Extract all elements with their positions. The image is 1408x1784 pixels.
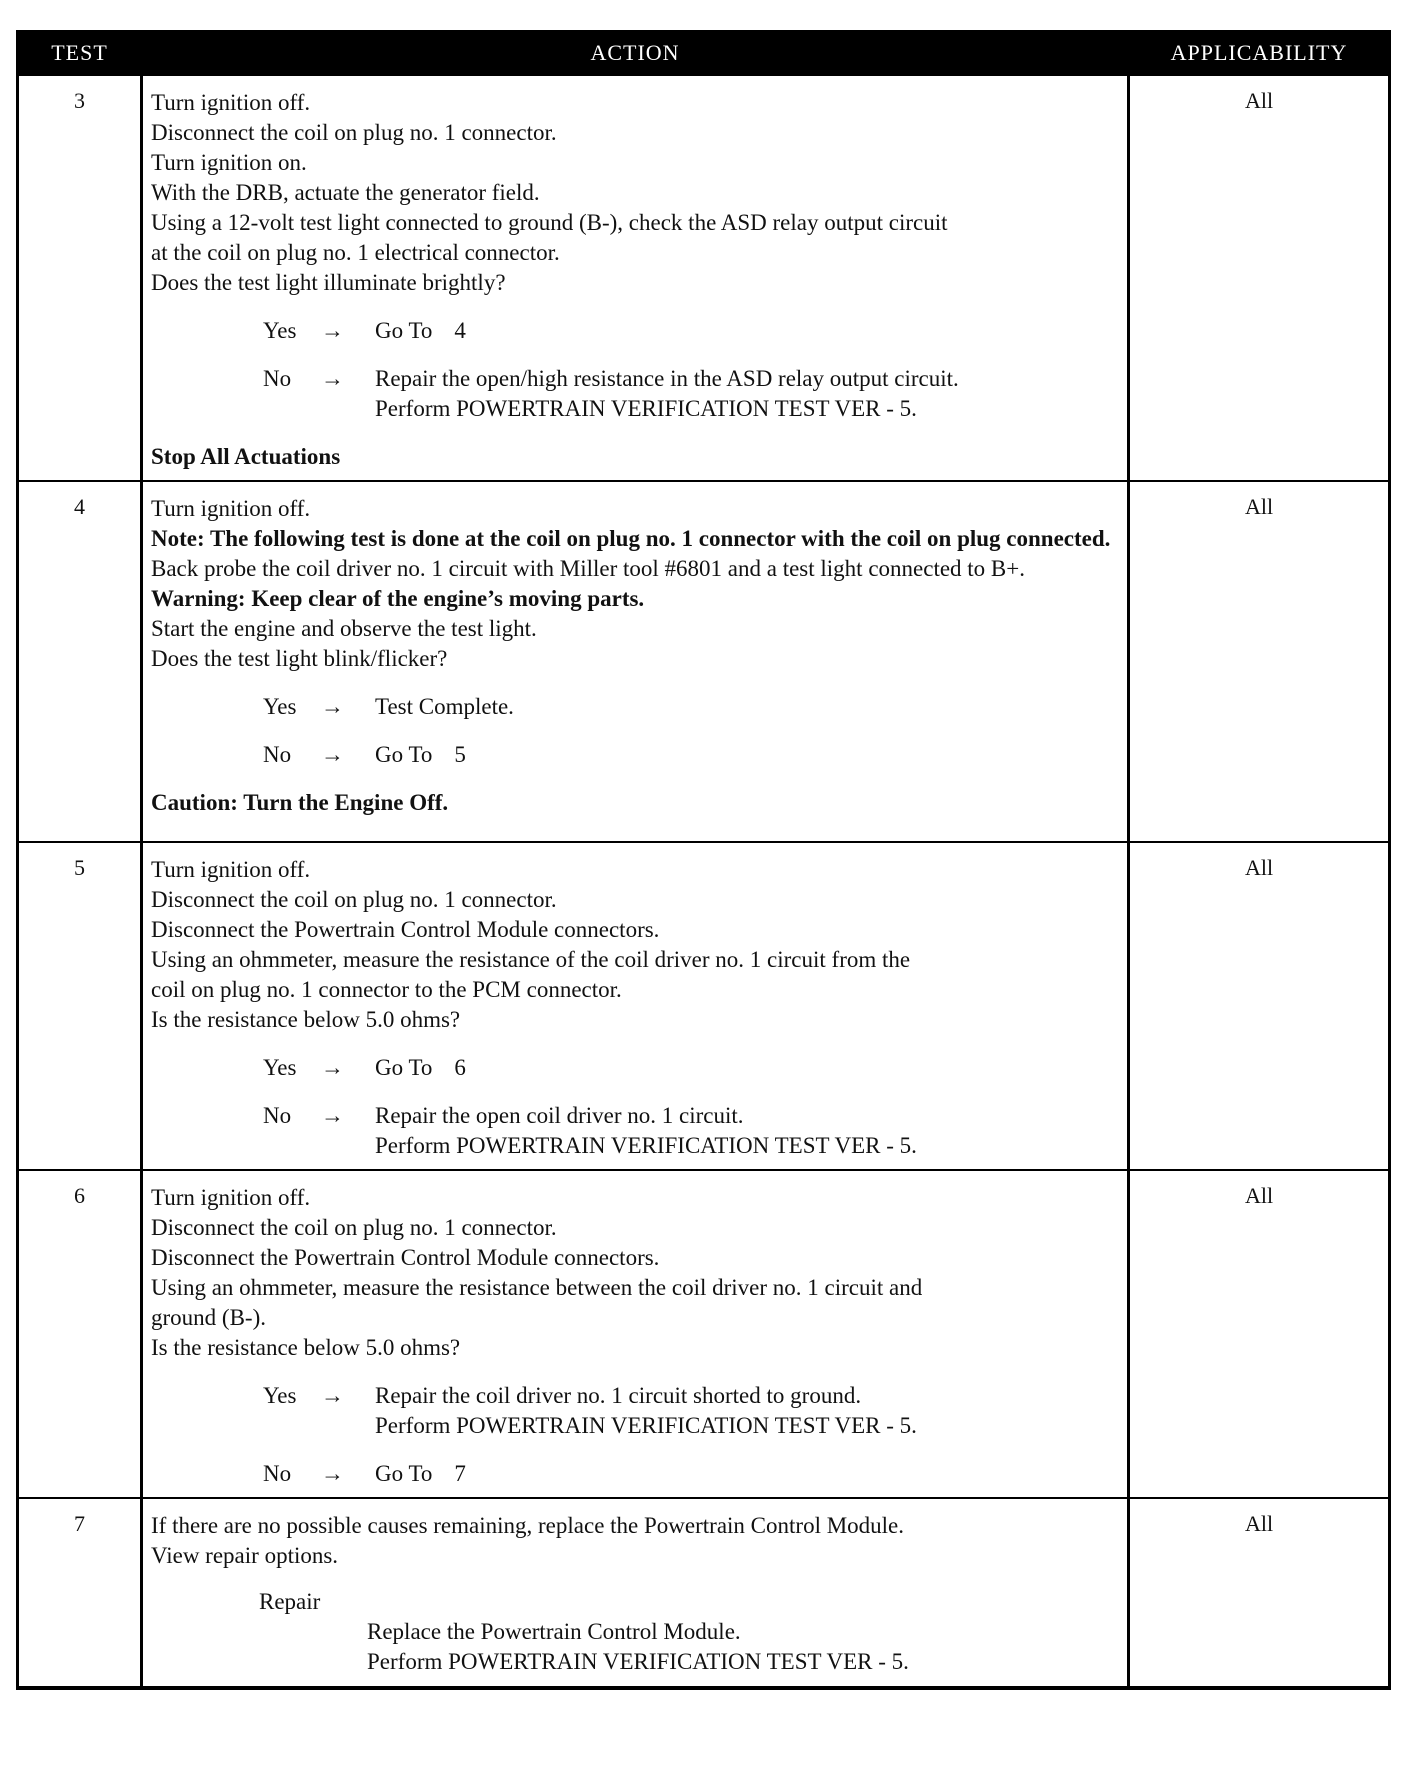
yes-response bbox=[151, 1381, 1119, 1441]
goto-text: Go To bbox=[375, 1461, 433, 1486]
action-line: Using an ohmmeter, measure the resistance between the coil driver no. 1 circuit and bbox=[151, 1275, 923, 1300]
action-line: If there are no possible causes remaining, replace the Powertrain Control Module. bbox=[151, 1513, 905, 1538]
response-line: Repair the coil driver no. 1 circuit shorted to ground. bbox=[375, 1383, 862, 1408]
diagnostic-test-table bbox=[16, 30, 1391, 1690]
response-line: Repair the open/high resistance in the ASD relay output circuit. bbox=[375, 366, 959, 391]
action-line: Disconnect the coil on plug no. 1 connector. bbox=[151, 120, 557, 145]
action-line: Is the resistance below 5.0 ohms? bbox=[151, 1007, 461, 1032]
response-line: Perform POWERTRAIN VERIFICATION TEST VER - 5. bbox=[375, 1133, 917, 1158]
action-line: at the coil on plug no. 1 electrical connector. bbox=[151, 240, 560, 265]
goto-target: 6 bbox=[454, 1055, 466, 1080]
header-action: ACTION bbox=[142, 32, 1129, 75]
test-applicability: All bbox=[1129, 1498, 1390, 1688]
table-row bbox=[18, 1498, 1390, 1688]
yes-label: Yes bbox=[263, 1383, 297, 1408]
action-line: Disconnect the coil on plug no. 1 connector. bbox=[151, 887, 557, 912]
no-label: No bbox=[263, 366, 292, 391]
test-number: 5 bbox=[18, 842, 142, 1170]
test-number: 6 bbox=[18, 1170, 142, 1498]
action-line: Start the engine and observe the test light. bbox=[151, 616, 537, 641]
table-row bbox=[18, 842, 1390, 1170]
note-text: Note: The following test is done at the coil on plug no. 1 connector with the coil on plug connected. bbox=[151, 526, 1111, 551]
test-number: 4 bbox=[18, 481, 142, 842]
goto-target: 4 bbox=[454, 318, 466, 343]
repair-line: Perform POWERTRAIN VERIFICATION TEST VER - 5. bbox=[367, 1649, 909, 1674]
action-line: Turn ignition off. bbox=[151, 90, 311, 115]
yes-response bbox=[151, 692, 1119, 722]
no-label: No bbox=[263, 742, 292, 767]
yes-label: Yes bbox=[263, 1055, 297, 1080]
action-line: Disconnect the Powertrain Control Module connectors. bbox=[151, 917, 660, 942]
test-applicability: All bbox=[1129, 481, 1390, 842]
test-applicability: All bbox=[1129, 1170, 1390, 1498]
no-response bbox=[151, 740, 1119, 770]
action-line: Turn ignition off. bbox=[151, 1185, 311, 1210]
arrow-icon: → bbox=[321, 742, 344, 767]
test-number: 3 bbox=[18, 75, 142, 482]
action-line: Using a 12-volt test light connected to ground (B-), check the ASD relay output circuit bbox=[151, 210, 948, 235]
no-response bbox=[151, 364, 1119, 424]
action-line: View repair options. bbox=[151, 1543, 339, 1568]
repair-label: Repair bbox=[259, 1589, 321, 1614]
goto-text: Go To bbox=[375, 1055, 433, 1080]
test-action bbox=[142, 481, 1129, 842]
header-test: TEST bbox=[18, 32, 142, 75]
test-action bbox=[142, 1170, 1129, 1498]
action-line: Is the resistance below 5.0 ohms? bbox=[151, 1335, 461, 1360]
arrow-icon: → bbox=[321, 318, 344, 343]
action-line: Does the test light blink/flicker? bbox=[151, 646, 448, 671]
yes-label: Yes bbox=[263, 318, 297, 343]
stop-actuations-note: Stop All Actuations bbox=[151, 444, 341, 469]
table-row bbox=[18, 1170, 1390, 1498]
test-action bbox=[142, 842, 1129, 1170]
table-row bbox=[18, 481, 1390, 842]
table-row bbox=[18, 75, 1390, 482]
arrow-icon: → bbox=[321, 366, 344, 391]
response-line: Test Complete. bbox=[375, 694, 514, 719]
arrow-icon: → bbox=[321, 694, 344, 719]
response-line: Repair the open coil driver no. 1 circuit. bbox=[375, 1103, 744, 1128]
action-line: Does the test light illuminate brightly? bbox=[151, 270, 506, 295]
action-line: Disconnect the Powertrain Control Module connectors. bbox=[151, 1245, 660, 1270]
no-label: No bbox=[263, 1461, 292, 1486]
arrow-icon: → bbox=[321, 1055, 344, 1080]
goto-target: 5 bbox=[454, 742, 466, 767]
response-line: Perform POWERTRAIN VERIFICATION TEST VER - 5. bbox=[375, 396, 917, 421]
goto-target: 7 bbox=[454, 1461, 466, 1486]
arrow-icon: → bbox=[321, 1383, 344, 1408]
action-line: coil on plug no. 1 connector to the PCM connector. bbox=[151, 977, 622, 1002]
warning-text: Warning: Keep clear of the engine’s moving parts. bbox=[151, 586, 645, 611]
action-line: Using an ohmmeter, measure the resistance of the coil driver no. 1 circuit from the bbox=[151, 947, 911, 972]
header-applicability: APPLICABILITY bbox=[1129, 32, 1390, 75]
action-line: With the DRB, actuate the generator field. bbox=[151, 180, 540, 205]
yes-label: Yes bbox=[263, 694, 297, 719]
action-line: Turn ignition off. bbox=[151, 857, 311, 882]
action-line: Turn ignition off. bbox=[151, 496, 311, 521]
action-line: Back probe the coil driver no. 1 circuit with Miller tool #6801 and a test light connected to B+. bbox=[151, 556, 1025, 581]
no-response bbox=[151, 1101, 1119, 1161]
diagnostic-table-page bbox=[16, 30, 1388, 1690]
caution-note: Caution: Turn the Engine Off. bbox=[151, 790, 449, 815]
test-applicability: All bbox=[1129, 842, 1390, 1170]
no-response bbox=[151, 1459, 1119, 1489]
yes-response bbox=[151, 1053, 1119, 1083]
action-line: Turn ignition on. bbox=[151, 150, 307, 175]
goto-text: Go To bbox=[375, 742, 433, 767]
test-action bbox=[142, 75, 1129, 482]
test-action bbox=[142, 1498, 1129, 1688]
table-header-row bbox=[18, 32, 1390, 75]
arrow-icon: → bbox=[321, 1461, 344, 1486]
no-label: No bbox=[263, 1103, 292, 1128]
repair-line: Replace the Powertrain Control Module. bbox=[367, 1619, 741, 1644]
response-line: Perform POWERTRAIN VERIFICATION TEST VER - 5. bbox=[375, 1413, 917, 1438]
arrow-icon: → bbox=[321, 1103, 344, 1128]
action-line: Disconnect the coil on plug no. 1 connector. bbox=[151, 1215, 557, 1240]
yes-response bbox=[151, 316, 1119, 346]
test-applicability: All bbox=[1129, 75, 1390, 482]
action-line: ground (B-). bbox=[151, 1305, 266, 1330]
test-number: 7 bbox=[18, 1498, 142, 1688]
goto-text: Go To bbox=[375, 318, 433, 343]
